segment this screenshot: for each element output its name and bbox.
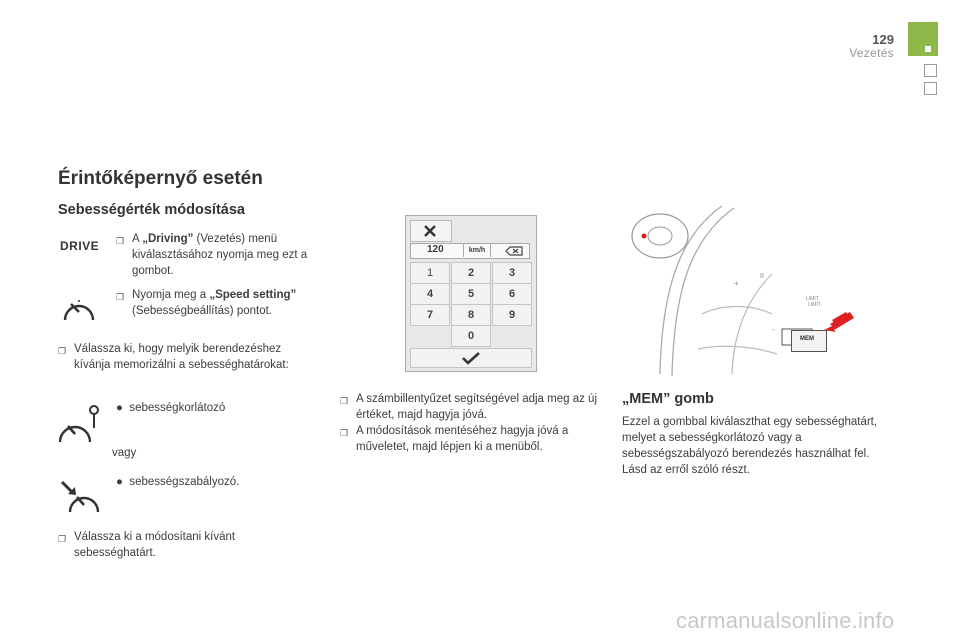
key-3[interactable]: 3	[492, 262, 532, 284]
limit-label: LIMIT	[808, 302, 821, 308]
section-subtitle: Sebességérték módosítása	[58, 202, 245, 218]
speedometer-icon	[60, 292, 98, 331]
checkmark-icon	[461, 351, 481, 365]
svg-text:+: +	[734, 279, 739, 288]
option-speed-limiter: ● sebességkorlátozó	[116, 402, 226, 414]
step-speed-setting: ❐ Nyomja meg a „Speed setting” (Sebességbeállítás) pontot.	[116, 289, 297, 317]
mem-title: „MEM” gomb	[622, 391, 714, 407]
key-6[interactable]: 6	[492, 283, 532, 305]
speed-value: 120	[427, 244, 444, 255]
chapter-tab	[924, 82, 937, 95]
mem-button-label: MEM	[800, 336, 814, 342]
keypad-steps: ❐ A számbillentyűzet segítségével adja meg az új értéket, majd hagyja jóvá. ❐ A módosítások mentéséhez hagyja jóvá a műveletet, majd lépjen ki a menüből.	[340, 393, 597, 453]
red-arrow-icon	[822, 308, 858, 338]
key-9[interactable]: 9	[492, 304, 532, 326]
watermark: carmanualsonline.info	[676, 608, 895, 633]
key-1[interactable]: 1	[410, 262, 450, 284]
step-choose-limit: ❐ Válassza ki a módosítani kívánt sebességhatárt.	[58, 531, 236, 559]
step-driving: ❐ A „Driving” (Vezetés) menü kiválasztásához nyomja meg ezt a gombot.	[116, 233, 308, 277]
step-choose-device: ❐ Válassza ki, hogy melyik berendezéshez kívánja memorizálni a sebességhatárokat:	[58, 343, 289, 371]
key-2[interactable]: 2	[451, 262, 491, 284]
key-0[interactable]: 0	[451, 325, 491, 347]
key-8[interactable]: 8	[451, 304, 491, 326]
cruise-control-icon	[58, 476, 102, 521]
key-7[interactable]: 7	[410, 304, 450, 326]
svg-text:-: -	[772, 325, 775, 334]
key-4[interactable]: 4	[410, 283, 450, 305]
drive-button-label: DRIVE	[60, 239, 100, 253]
chapter-tab	[924, 64, 937, 77]
mem-description: Ezzel a gombbal kiválaszthat egy sebességhatárt, melyet a sebességkorlátozó vagy a sebességszabályozó berendezés használhat fel. Lásd az erről szóló részt.	[622, 416, 878, 476]
page-title: Érintőképernyő esetén	[58, 168, 263, 189]
or-text: vagy	[112, 447, 137, 459]
keypad-screen	[405, 215, 537, 372]
speed-unit: km/h	[463, 244, 491, 257]
backspace-icon[interactable]	[505, 246, 523, 256]
limit-button-label: LIMIT	[806, 296, 819, 302]
option-cruise-control: ● sebességszabályozó.	[116, 476, 240, 488]
speed-entry-field[interactable]	[410, 243, 530, 259]
section-title: Vezetés	[849, 46, 894, 60]
speed-limiter-icon	[56, 402, 104, 451]
close-button[interactable]	[410, 220, 452, 242]
svg-text:II: II	[760, 273, 764, 280]
key-5[interactable]: 5	[451, 283, 491, 305]
chapter-tab-active	[908, 22, 938, 56]
page-number: 129	[872, 32, 894, 47]
close-icon	[411, 221, 451, 241]
confirm-button[interactable]	[410, 348, 532, 368]
